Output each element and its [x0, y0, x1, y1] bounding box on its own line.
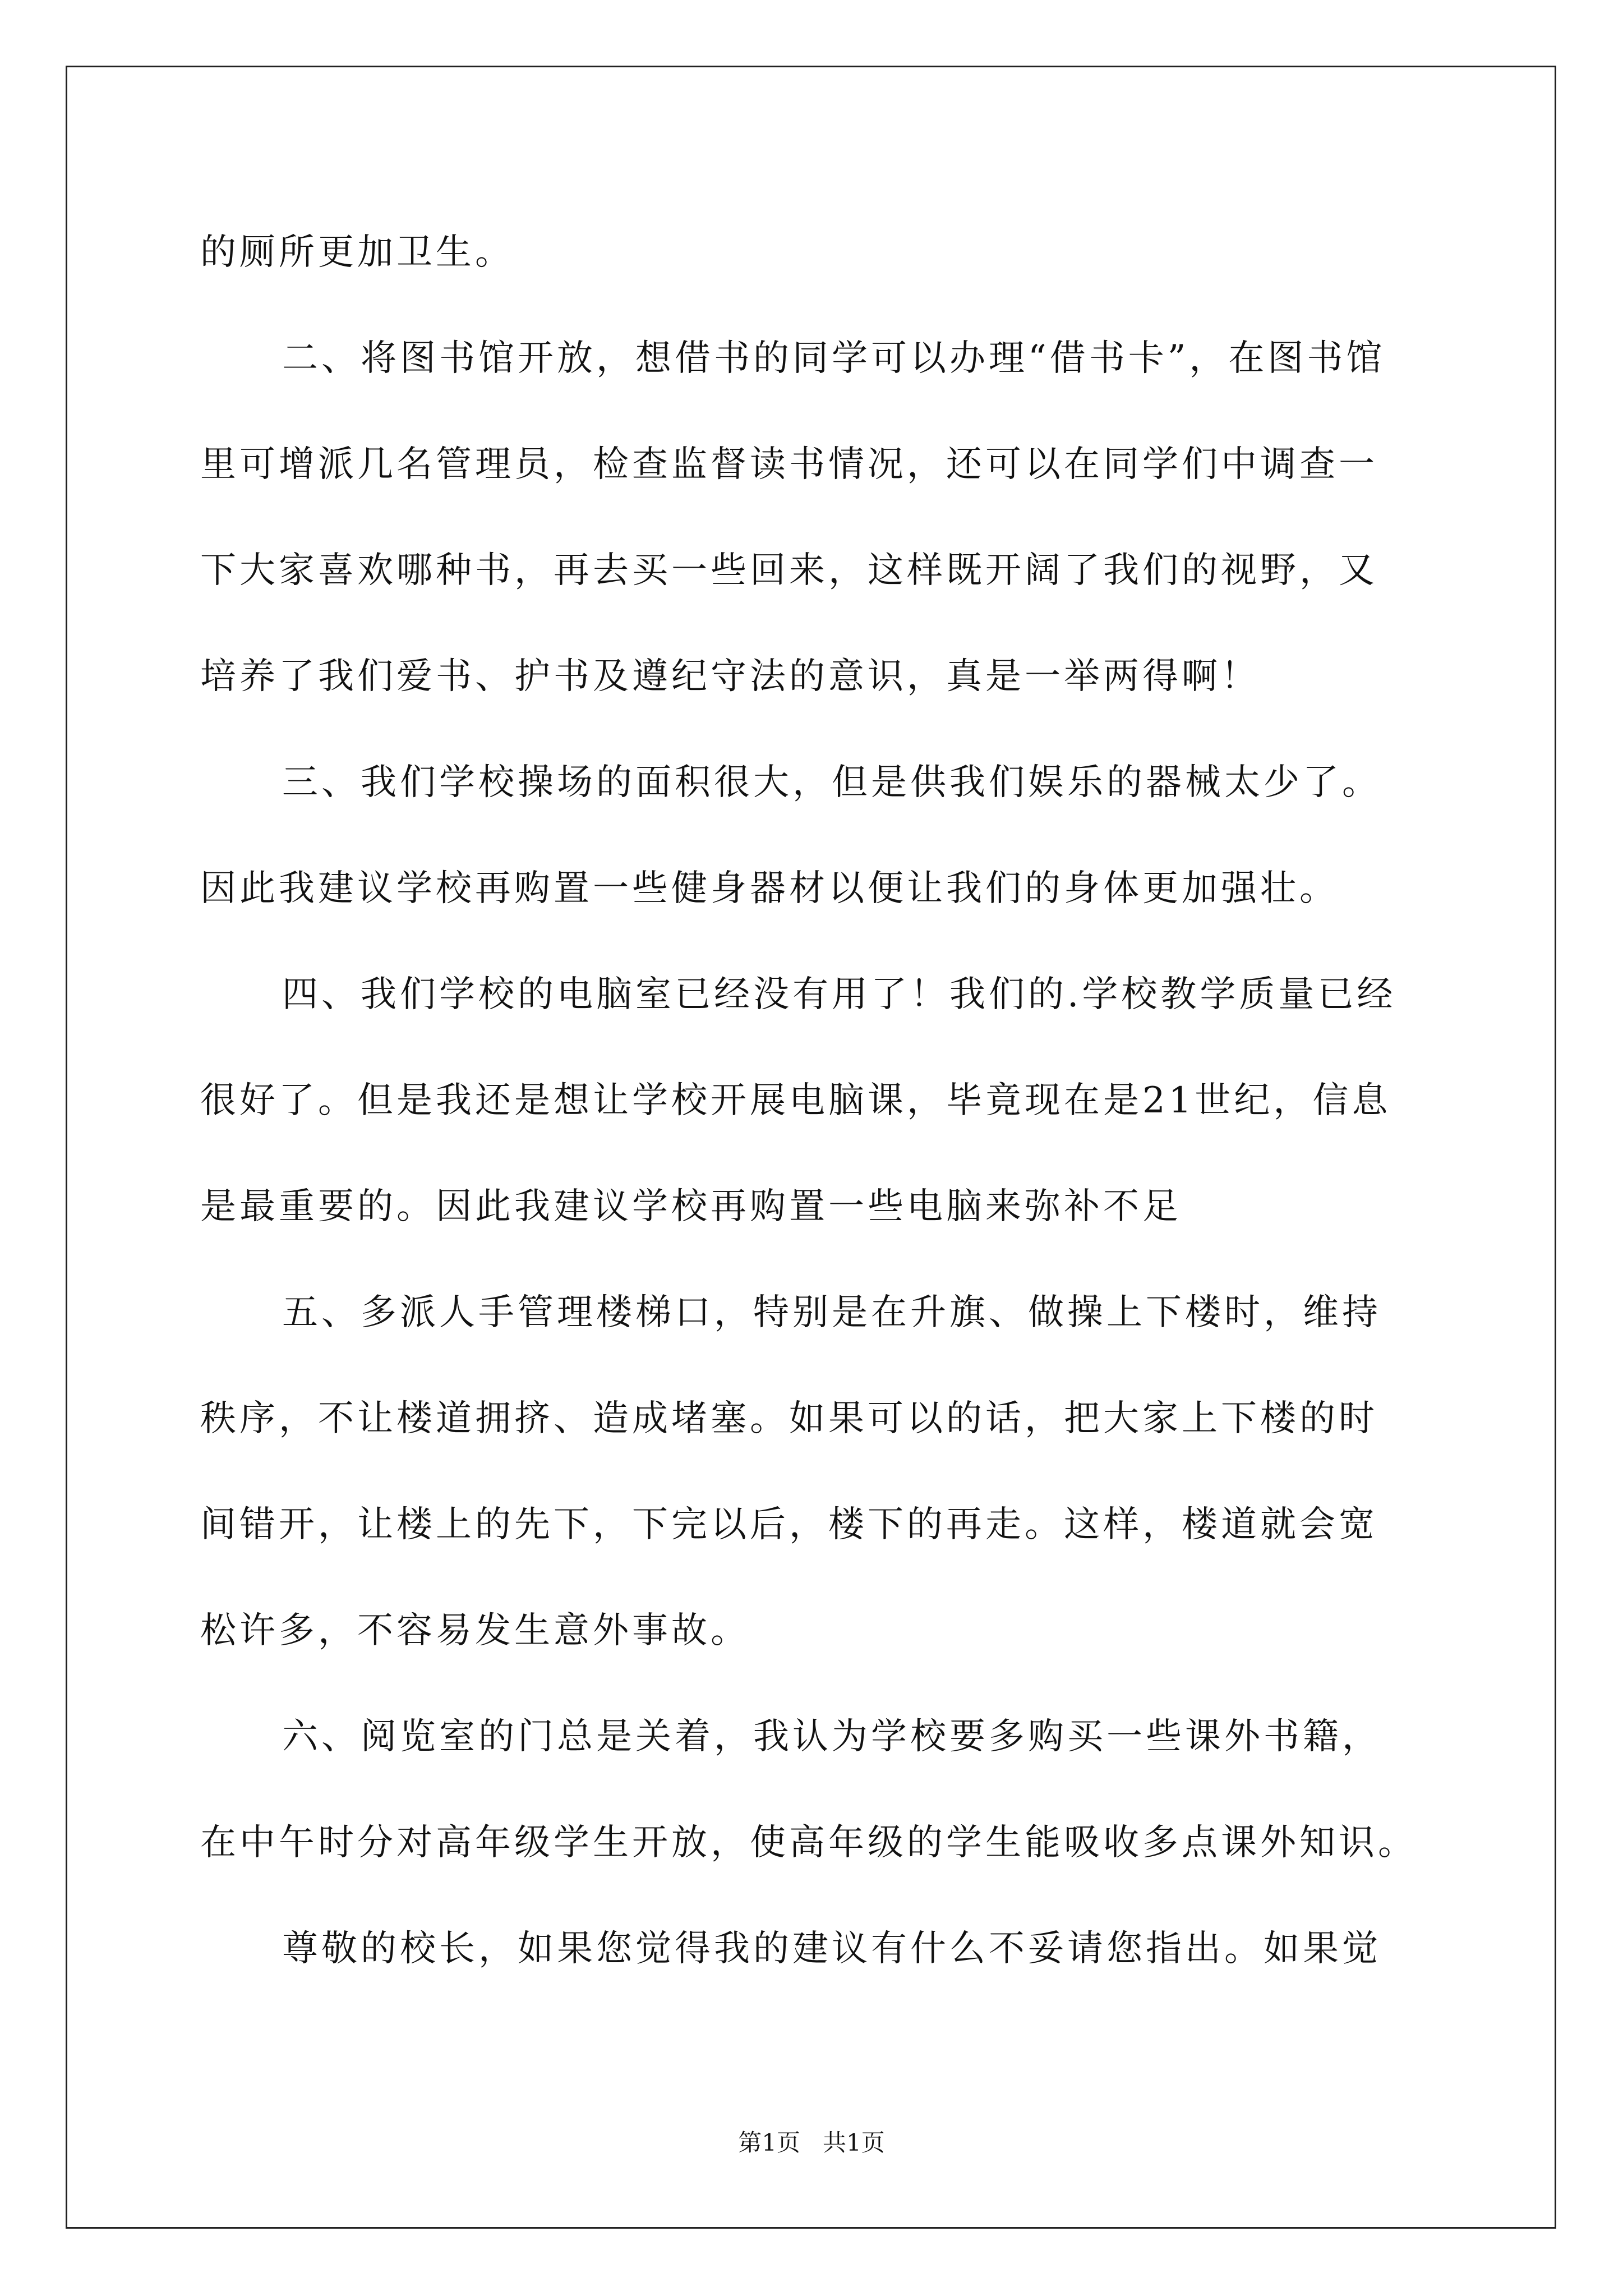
text-line: 松许多，不容易发生意外事故。 — [200, 1610, 750, 1651]
text-line: 三、我们学校操场的面积很大，但是供我们娱乐的器械太少了。 — [282, 762, 1381, 803]
text-line: 五、多派人手管理楼梯口，特别是在升旗、做操上下楼时，维持 — [282, 1292, 1381, 1333]
text-line: 尊敬的校长，如果您觉得我的建议有什么不妥请您指出。如果觉 — [282, 1928, 1381, 1970]
text-line: 下大家喜欢哪种书，再去买一些回来，这样既开阔了我们的视野，又 — [200, 550, 1378, 591]
text-line: 六、阅览室的门总是关着，我认为学校要多购买一些课外书籍， — [282, 1716, 1381, 1757]
document-body — [200, 210, 1434, 2013]
page-total: 共1页 — [823, 2129, 885, 2156]
text-line: 很好了。但是我还是想让学校开展电脑课，毕竟现在是21世纪，信息 — [200, 1080, 1391, 1121]
text-line: 培养了我们爱书、护书及遵纪守法的意识，真是一举两得啊！ — [200, 656, 1260, 697]
text-line: 间错开，让楼上的先下，下完以后，楼下的再走。这样，楼道就会宽 — [200, 1504, 1378, 1545]
text-line: 秩序，不让楼道拥挤、造成堵塞。如果可以的话，把大家上下楼的时 — [200, 1398, 1378, 1439]
page-number: 第1页 — [738, 2129, 800, 2156]
text-line: 在中午时分对高年级学生开放，使高年级的学生能吸收多点课外知识。 — [200, 1822, 1417, 1864]
text-line: 二、将图书馆开放，想借书的同学可以办理“借书卡”，在图书馆 — [282, 338, 1386, 379]
text-line: 里可增派几名管理员，检查监督读书情况，还可以在同学们中调查一 — [200, 444, 1378, 485]
text-line: 的厕所更加卫生。 — [200, 232, 514, 273]
text-line: 是最重要的。因此我建议学校再购置一些电脑来弥补不足 — [200, 1186, 1182, 1227]
text-line: 四、我们学校的电脑室已经没有用了！我们的.学校教学质量已经 — [282, 974, 1396, 1015]
page-footer — [0, 2126, 1623, 2160]
text-line: 因此我建议学校再购置一些健身器材以便让我们的身体更加强壮。 — [200, 868, 1339, 909]
